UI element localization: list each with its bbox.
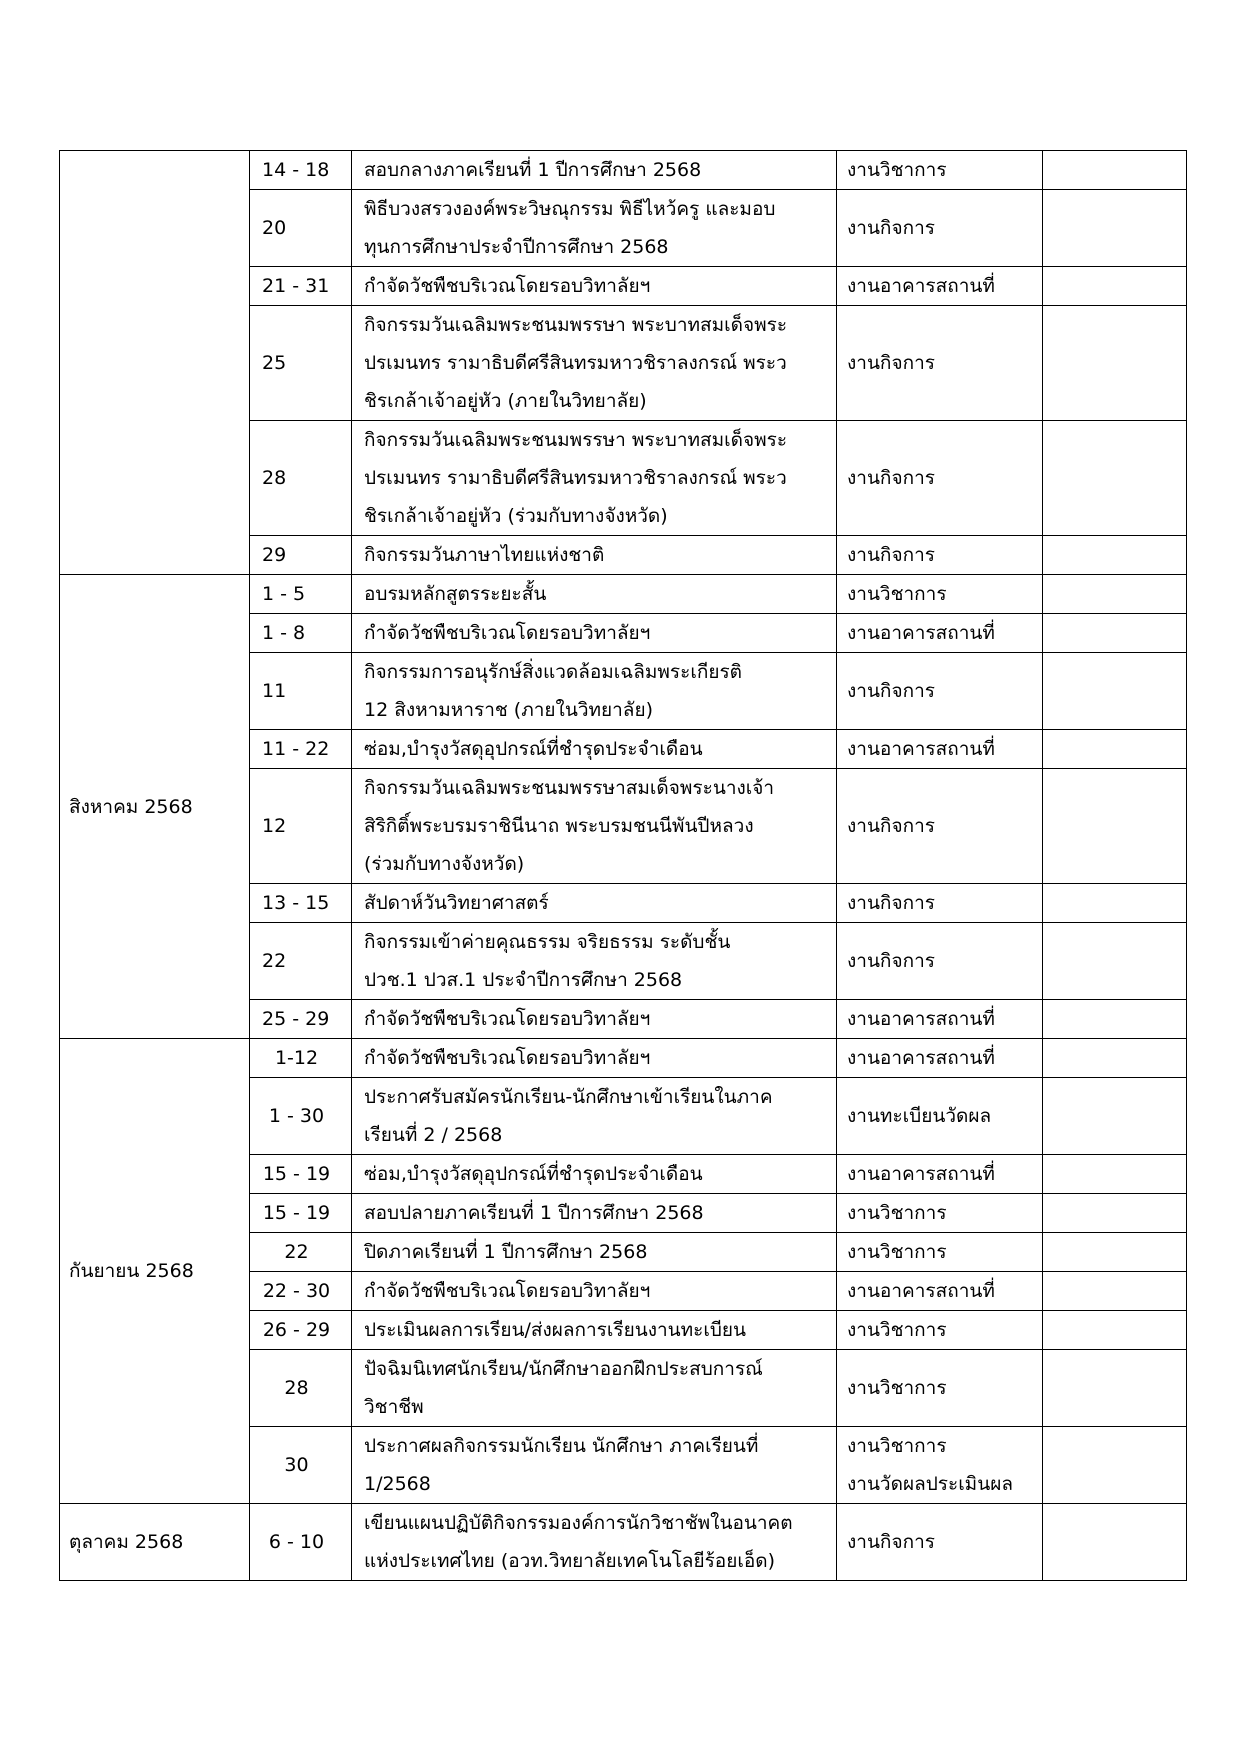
activity-cell [352,1272,837,1311]
activity-line: ปัจฉิมนิเทศนักเรียน/นักศึกษาออกฝึกประสบการณ์ [364,1358,763,1380]
date-cell: 1 - 8 [250,614,352,653]
activity-line: ปรเมนทร รามาธิบดีศรีสินทรมหาวชิราลงกรณ์ พระว [364,467,787,489]
date-cell: 26 - 29 [250,1311,352,1350]
date-cell: 13 - 15 [250,884,352,923]
department-line: งานวิชาการ [847,1202,947,1224]
activity-cell [352,1427,837,1504]
activity-line: ประเมินผลการเรียน/ส่งผลการเรียนงานทะเบียน [364,1319,747,1341]
activity-cell [352,1155,837,1194]
note-cell [1043,1272,1187,1311]
date-cell: 6 - 10 [250,1504,352,1581]
department-cell [837,1427,1043,1504]
activity-cell [352,653,837,730]
activity-line: สอบกลางภาคเรียนที่ 1 ปีการศึกษา 2568 [364,159,702,181]
note-cell [1043,267,1187,306]
table-row [60,151,1187,190]
activity-cell [352,1233,837,1272]
activity-line: กิจกรรมวันเฉลิมพระชนมพรรษาสมเด็จพระนางเจ้า [364,777,775,799]
activity-line: สอบปลายภาคเรียนที่ 1 ปีการศึกษา 2568 [364,1202,704,1224]
department-cell [837,575,1043,614]
activity-line: แห่งประเทศไทย (อวท.วิทยาลัยเทคโนโลยีร้อยเอ็ด) [364,1550,775,1572]
note-cell [1043,1350,1187,1427]
activity-cell [352,575,837,614]
department-line: งานอาคารสถานที่ [847,1280,995,1302]
activity-line: ชิรเกล้าเจ้าอยู่หัว (ร่วมกับทางจังหวัด) [364,505,668,527]
department-cell [837,151,1043,190]
department-line: งานกิจการ [847,815,935,837]
date-cell: 15 - 19 [250,1155,352,1194]
activity-cell [352,1311,837,1350]
activity-line: กำจัดวัชพืชบริเวณโดยรอบวิทาลัยฯ [364,1280,651,1302]
activity-cell [352,923,837,1000]
date-cell: 25 - 29 [250,1000,352,1039]
activity-line: วิชาชีพ [364,1396,424,1418]
department-cell [837,1194,1043,1233]
note-cell [1043,306,1187,421]
department-cell [837,769,1043,884]
department-cell [837,1155,1043,1194]
date-cell: 11 [250,653,352,730]
activity-line: ซ่อม,บำรุงวัสดุอุปกรณ์ที่ชำรุดประจำเดือน [364,1163,703,1185]
activity-line: กิจกรรมการอนุรักษ์สิ่งแวดล้อมเฉลิมพระเกียรติ [364,661,743,683]
activity-line: กำจัดวัชพืชบริเวณโดยรอบวิทาลัยฯ [364,275,651,297]
schedule-table [59,150,1187,1581]
department-line: งานวิชาการ [847,1377,947,1399]
department-cell [837,1039,1043,1078]
date-cell: 11 - 22 [250,730,352,769]
activity-cell [352,884,837,923]
department-line: งานกิจการ [847,950,935,972]
department-cell [837,190,1043,267]
department-cell [837,1272,1043,1311]
department-line: งานอาคารสถานที่ [847,738,995,760]
table-row [60,1039,1187,1078]
date-cell: 1-12 [250,1039,352,1078]
department-line: งานวิชาการ [847,583,947,605]
note-cell [1043,1155,1187,1194]
note-cell [1043,1039,1187,1078]
date-cell: 22 [250,1233,352,1272]
note-cell [1043,884,1187,923]
activity-line: กำจัดวัชพืชบริเวณโดยรอบวิทาลัยฯ [364,1008,651,1030]
note-cell [1043,536,1187,575]
activity-cell [352,151,837,190]
activity-cell [352,536,837,575]
department-cell [837,1000,1043,1039]
note-cell [1043,190,1187,267]
date-cell: 12 [250,769,352,884]
activity-line: ปิดภาคเรียนที่ 1 ปีการศึกษา 2568 [364,1241,648,1263]
note-cell [1043,1078,1187,1155]
activity-line: ปวช.1 ปวส.1 ประจำปีการศึกษา 2568 [364,969,683,991]
department-line: งานทะเบียนวัดผล [847,1105,992,1127]
note-cell [1043,653,1187,730]
activity-line: 1/2568 [364,1473,431,1495]
department-line: งานกิจการ [847,544,935,566]
activity-cell [352,1000,837,1039]
note-cell [1043,421,1187,536]
activity-line: ชิรเกล้าเจ้าอยู่หัว (ภายในวิทยาลัย) [364,390,647,412]
date-cell: 20 [250,190,352,267]
activity-cell [352,1350,837,1427]
activity-line: กิจกรรมเข้าค่ายคุณธรรม จริยธรรม ระดับชั้น [364,931,731,953]
month-cell: กันยายน 2568 [60,1039,250,1504]
date-cell: 14 - 18 [250,151,352,190]
department-line: งานอาคารสถานที่ [847,1008,995,1030]
activity-cell [352,614,837,653]
department-cell [837,884,1043,923]
date-cell: 21 - 31 [250,267,352,306]
activity-line: กิจกรรมวันภาษาไทยแห่งชาติ [364,544,605,566]
department-cell [837,1233,1043,1272]
department-cell [837,923,1043,1000]
date-cell: 22 [250,923,352,1000]
department-cell [837,267,1043,306]
activity-line: 12 สิงหามหาราช (ภายในวิทยาลัย) [364,699,653,721]
activity-cell [352,190,837,267]
department-line: งานอาคารสถานที่ [847,275,995,297]
activity-line: อบรมหลักสูตรระยะสั้น [364,583,547,605]
department-cell [837,653,1043,730]
date-cell: 1 - 30 [250,1078,352,1155]
activity-line: สิริกิติ์พระบรมราชินีนาถ พระบรมชนนีพันปีหลวง [364,815,754,837]
date-cell: 22 - 30 [250,1272,352,1311]
activity-line: เรียนที่ 2 / 2568 [364,1124,503,1146]
activity-line: เขียนแผนปฏิบัติกิจกรรมองค์การนักวิชาชัพในอนาคต [364,1512,793,1534]
department-cell [837,1350,1043,1427]
activity-cell [352,1504,837,1581]
month-cell: ตุลาคม 2568 [60,1504,250,1581]
department-line: งานกิจการ [847,1531,935,1553]
table-row [60,575,1187,614]
activity-line: กิจกรรมวันเฉลิมพระชนมพรรษา พระบาทสมเด็จพระ [364,429,788,451]
activity-line: ประกาศรับสมัครนักเรียน-นักศึกษาเข้าเรียนในภาค [364,1086,773,1108]
note-cell [1043,1233,1187,1272]
note-cell [1043,575,1187,614]
date-cell: 28 [250,1350,352,1427]
activity-line: กิจกรรมวันเฉลิมพระชนมพรรษา พระบาทสมเด็จพระ [364,314,788,336]
activity-cell [352,769,837,884]
date-cell: 1 - 5 [250,575,352,614]
department-cell [837,536,1043,575]
activity-cell [352,1078,837,1155]
department-line: งานกิจการ [847,892,935,914]
department-line: งานวิชาการ [847,1319,947,1341]
department-cell [837,1078,1043,1155]
activity-cell [352,267,837,306]
activity-line: (ร่วมกับทางจังหวัด) [364,853,525,875]
activity-line: ปรเมนทร รามาธิบดีศรีสินทรมหาวชิราลงกรณ์ พระว [364,352,787,374]
date-cell: 30 [250,1427,352,1504]
department-cell [837,1504,1043,1581]
department-cell [837,421,1043,536]
activity-line: ประกาศผลกิจกรรมนักเรียน นักศึกษา ภาคเรียนที่ [364,1435,759,1457]
department-line: งานอาคารสถานที่ [847,622,995,644]
month-cell: สิงหาคม 2568 [60,575,250,1039]
date-cell: 29 [250,536,352,575]
note-cell [1043,1504,1187,1581]
note-cell [1043,1427,1187,1504]
note-cell [1043,614,1187,653]
note-cell [1043,1194,1187,1233]
month-cell [60,151,250,575]
date-cell: 25 [250,306,352,421]
activity-line: สัปดาห์วันวิทยาศาสตร์ [364,892,549,914]
activity-line: กำจัดวัชพืชบริเวณโดยรอบวิทาลัยฯ [364,1047,651,1069]
activity-cell [352,421,837,536]
note-cell [1043,923,1187,1000]
date-cell: 15 - 19 [250,1194,352,1233]
note-cell [1043,769,1187,884]
note-cell [1043,1311,1187,1350]
department-line: งานกิจการ [847,352,935,374]
department-line: งานกิจการ [847,467,935,489]
note-cell [1043,1000,1187,1039]
activity-line: ซ่อม,บำรุงวัสดุอุปกรณ์ที่ชำรุดประจำเดือน [364,738,703,760]
table-row [60,1504,1187,1581]
activity-line: พิธีบวงสรวงองค์พระวิษณุกรรม พิธีไหว้ครู และมอบ [364,198,776,220]
activity-cell [352,1039,837,1078]
activity-cell [352,1194,837,1233]
department-line: งานวิชาการ [847,1241,947,1263]
department-cell [837,730,1043,769]
activity-cell [352,730,837,769]
department-cell [837,1311,1043,1350]
department-line: งานวิชาการ [847,159,947,181]
department-line: งานกิจการ [847,217,935,239]
note-cell [1043,151,1187,190]
department-line: งานอาคารสถานที่ [847,1163,995,1185]
department-cell [837,614,1043,653]
department-line: งานวิชาการ [847,1435,947,1457]
note-cell [1043,730,1187,769]
department-line: งานกิจการ [847,680,935,702]
department-line: งานอาคารสถานที่ [847,1047,995,1069]
department-cell [837,306,1043,421]
department-line: งานวัดผลประเมินผล [847,1473,1013,1495]
date-cell: 28 [250,421,352,536]
activity-cell [352,306,837,421]
activity-line: ทุนการศึกษาประจำปีการศึกษา 2568 [364,236,669,258]
activity-line: กำจัดวัชพืชบริเวณโดยรอบวิทาลัยฯ [364,622,651,644]
